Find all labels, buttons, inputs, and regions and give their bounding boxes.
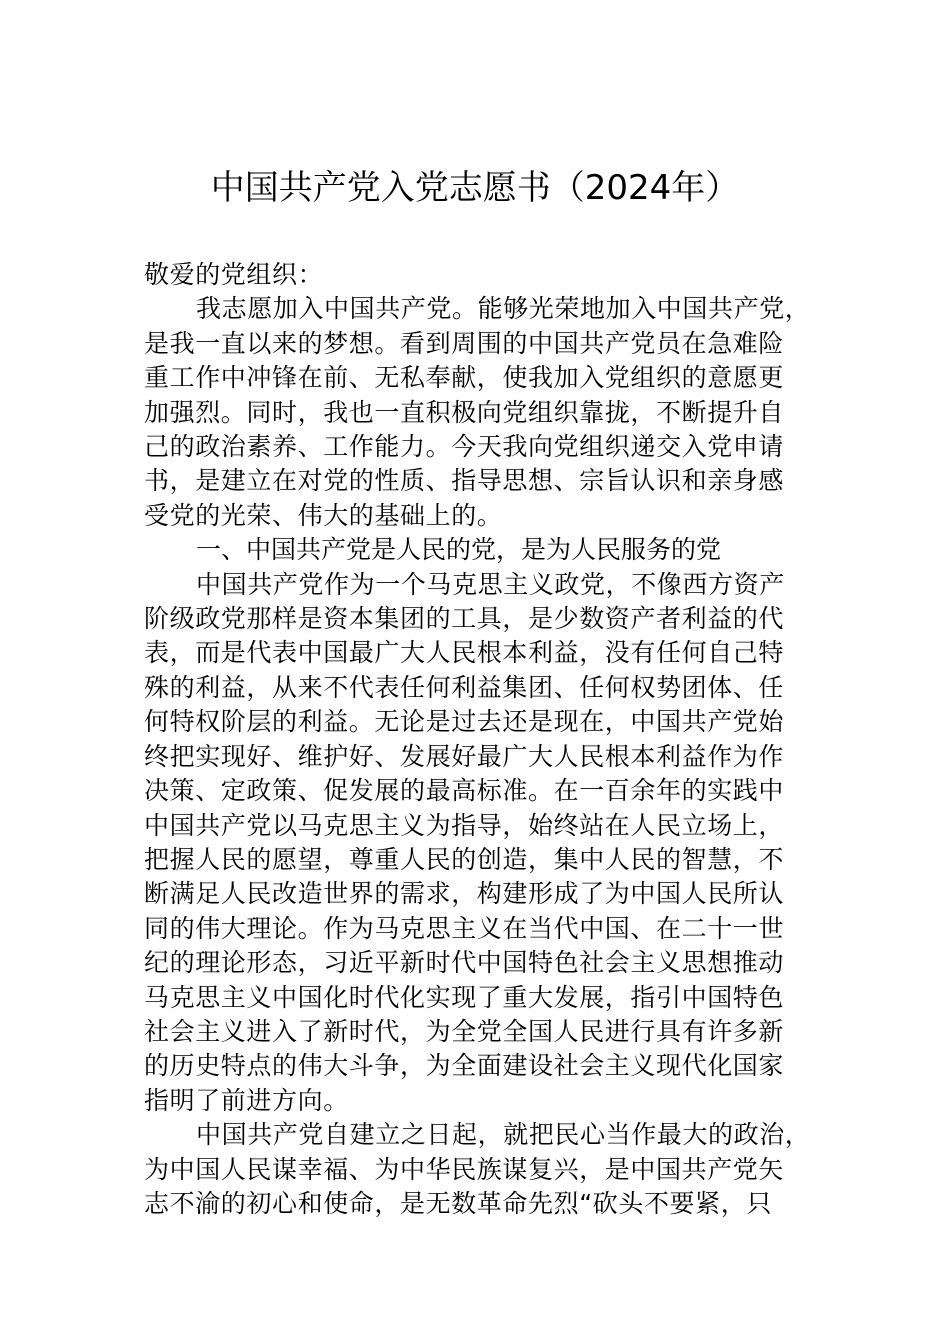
paragraph-line: 断满足人民改造世界的需求，构建形成了为中国人民所认 <box>144 879 785 909</box>
paragraph-line: 的历史特点的伟大斗争，为全面建设社会主义现代化国家 <box>144 1051 785 1081</box>
paragraph-line: 重工作中冲锋在前、无私奉献，使我加入党组织的意愿更 <box>144 363 785 393</box>
paragraph-line: 中国共产党自建立之日起，就把民心当作最大的政治， <box>196 1120 811 1150</box>
paragraph-line: 同的伟大理论。作为马克思主义在当代中国、在二十一世 <box>144 913 785 943</box>
paragraph-line: 何特权阶层的利益。无论是过去还是现在，中国共产党始 <box>144 707 785 737</box>
document-body <box>144 258 824 1221</box>
paragraph-party-nature <box>144 568 824 1119</box>
paragraph-line: 表，而是代表中国最广大人民根本利益，没有任何自己特 <box>144 638 785 668</box>
paragraph-line: 殊的利益，从来不代表任何利益集团、任何权势团体、任 <box>144 672 785 702</box>
paragraph-line: 终把实现好、维护好、发展好最广大人民根本利益作为作 <box>144 741 785 771</box>
paragraph-line: 中国共产党以马克思主义为指导，始终站在人民立场上， <box>144 810 785 840</box>
paragraph-line: 受党的光荣、伟大的基础上的。 <box>144 500 503 530</box>
paragraph-line: 决策、定政策、促发展的最高标准。在一百余年的实践中 <box>144 776 785 806</box>
paragraph-line: 纪的理论形态，习近平新时代中国特色社会主义思想推动 <box>144 948 785 978</box>
section-heading-text: 一、中国共产党是人民的党，是为人民服务的党 <box>196 535 722 565</box>
paragraph-line: 指明了前进方向。 <box>144 1085 349 1115</box>
paragraph-line: 是我一直以来的梦想。看到周围的中国共产党员在急难险 <box>144 328 785 358</box>
paragraph-line: 加强烈。同时，我也一直积极向党组织靠拢，不断提升自 <box>144 397 785 427</box>
salutation: 敬爱的党组织： <box>144 260 324 289</box>
paragraph-line: 把握人民的愿望，尊重人民的创造，集中人民的智慧，不 <box>144 844 785 874</box>
paragraph-line: 社会主义进入了新时代，为全党全国人民进行具有许多新 <box>144 1016 785 1046</box>
paragraph-people-heart <box>144 1118 824 1221</box>
paragraph-line: 我志愿加入中国共产党。能够光荣地加入中国共产党， <box>196 294 811 324</box>
paragraph-line: 志不渝的初心和使命，是无数革命先烈“砍头不要紧，只 <box>144 1188 772 1218</box>
paragraph-line: 中国共产党作为一个马克思主义政党，不像西方资产 <box>196 569 785 599</box>
section-heading <box>144 533 824 567</box>
paragraph-line: 马克思主义中国化时代化实现了重大发展，指引中国特色 <box>144 982 785 1012</box>
paragraph-line: 己的政治素养、工作能力。今天我向党组织递交入党申请 <box>144 432 785 462</box>
paragraph-intro <box>144 292 824 533</box>
document-title: 中国共产党入党志愿书（2024年） <box>210 168 740 208</box>
paragraph-line: 阶级政党那样是资本集团的工具，是少数资产者利益的代 <box>144 604 785 634</box>
paragraph-line: 书，是建立在对党的性质、指导思想、宗旨认识和亲身感 <box>144 466 785 496</box>
paragraph-line: 为中国人民谋幸福、为中华民族谋复兴，是中国共产党矢 <box>144 1154 785 1184</box>
